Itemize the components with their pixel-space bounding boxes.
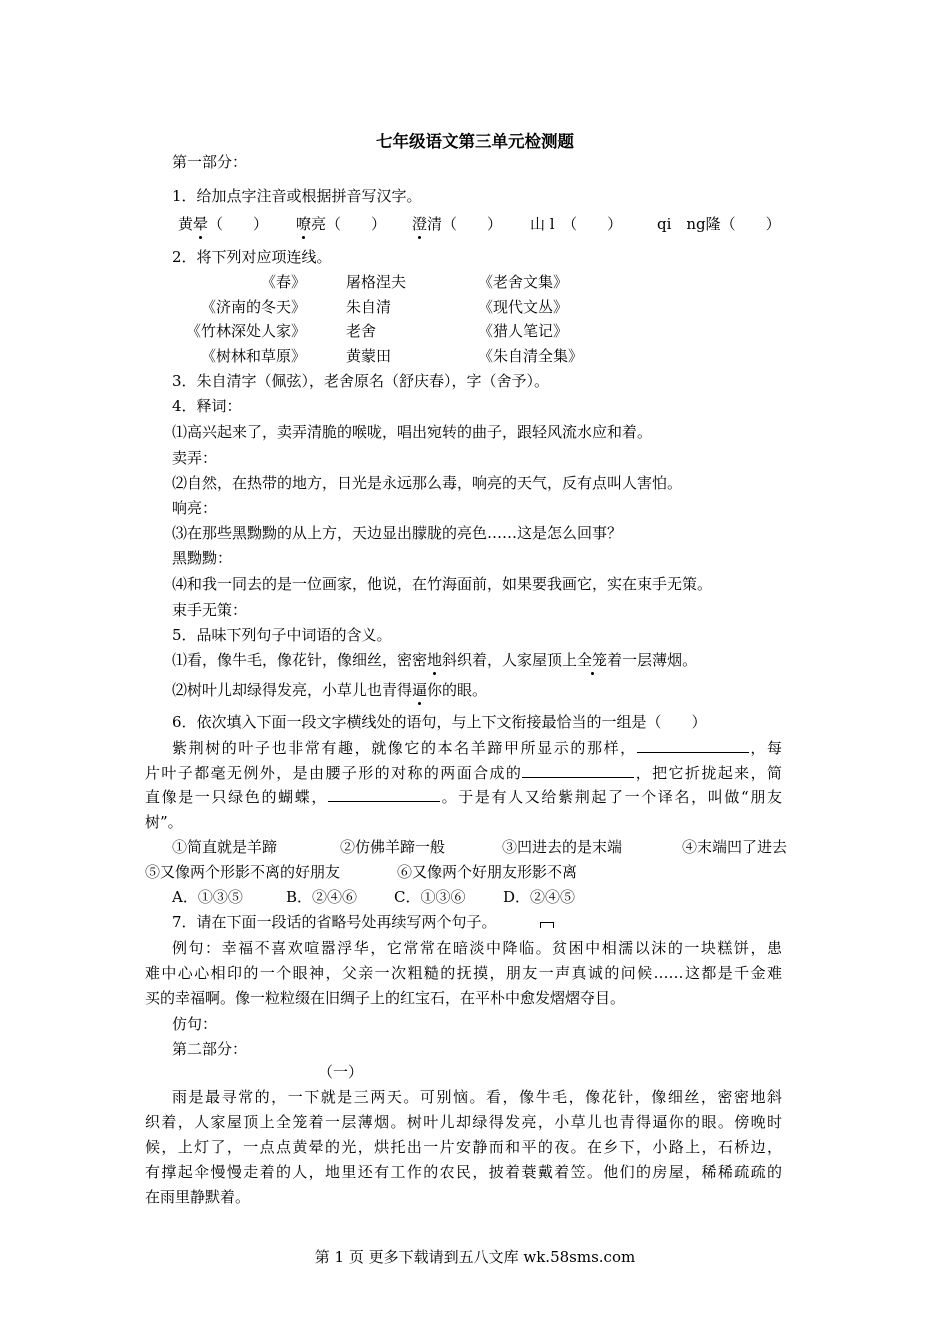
q6-option: ⑤又像两个形影不离的好朋友 — [145, 863, 341, 881]
q4-word-3: 黑黝黝： — [172, 549, 233, 567]
q6-choice: C．①③⑥ — [394, 888, 466, 906]
q4-word-4: 束手无策： — [172, 601, 248, 619]
q2-collection: 《现代文丛》 — [478, 298, 569, 316]
q2-work: 《济南的冬天》 — [200, 298, 306, 316]
q1-item: qi ng隆（ ） — [657, 215, 781, 233]
q2-author: 老舍 — [346, 322, 377, 340]
part-two-heading: 第二部分： — [172, 1040, 248, 1058]
q5-sentence-1: ⑴看，像牛毛，像花针，像细丝，密密地斜织着，人家屋顶上全笼着一层薄烟。 — [172, 651, 698, 669]
q2-work: 《竹林深处人家》 — [185, 322, 306, 340]
page-footer: 第 1 页 更多下载请到五八文库 wk.58sms.com — [314, 1248, 636, 1266]
answer-blank[interactable] — [522, 763, 634, 778]
q7-stem: 7．请在下面一段话的省略号处再续写两个句子。 — [172, 913, 497, 931]
q6-option: ③凹进去的是末端 — [502, 838, 623, 856]
q4-sentence-4: ⑷和我一同去的是一位画家，他说，在竹海面前，如果要我画它，实在束手无策。 — [172, 575, 713, 593]
q2-work: 《春》 — [260, 273, 306, 291]
passage-line: 织着，人家屋顶上全笼着一层薄烟。树叶儿却绿得发亮，小草儿也青得逼你的眼。傍晚时 — [145, 1113, 782, 1131]
q6-option: ④末端凹了进去 — [682, 838, 788, 856]
q3-text: 3．朱自清字（佩弦），老舍原名（舒庆春），字（舍予）。 — [172, 372, 550, 390]
q6-option: ①简直就是羊蹄 — [172, 838, 278, 856]
q6-choice: A．①③⑤ — [172, 888, 243, 906]
q6-choice: B．②④⑥ — [286, 888, 358, 906]
q1-item: 山 l （ ） — [530, 215, 623, 233]
q1-item: 黄晕（ ） — [178, 215, 269, 233]
q4-stem: 4．释词： — [172, 397, 242, 415]
q2-collection: 《老舍文集》 — [478, 273, 569, 291]
q5-stem: 5．品味下列句子中词语的含义。 — [172, 626, 392, 644]
passage-line: 在雨里静默着。 — [145, 1188, 251, 1206]
q2-author: 黄蒙田 — [346, 347, 392, 365]
q2-collection: 《朱自清全集》 — [478, 347, 584, 365]
q7-example-line: 难中心心相印的一个眼神，父亲一次粗糙的抚摸，朋友一声真诚的问候……这都是千金难 — [145, 964, 782, 982]
answer-blank[interactable] — [328, 787, 440, 802]
q2-author: 屠格涅夫 — [346, 273, 407, 291]
q7-example-line: 买的幸福啊。像一粒粒缀在旧绸子上的红宝石，在平朴中愈发熠熠夺目。 — [145, 989, 626, 1007]
q5-sentence-2: ⑵树叶儿却绿得发亮，小草儿也青得逼你的眼。 — [172, 681, 488, 699]
page-title: 七年级语文第三单元检测题 — [376, 132, 574, 151]
q6-paragraph-line: 片叶子都毫无例外，是由腰子形的对称的两面合成的 ，把它折拢起来，简 — [145, 764, 782, 782]
q6-paragraph-line: 直像是一只绿色的蝴蝶， 。于是有人又给紫荆起了一个译名，叫做“朋友 — [145, 788, 782, 806]
passage-line: 有撑起伞慢慢走着的人，地里还有工作的农民，披着蓑戴着笠。他们的房屋，稀稀疏疏的 — [145, 1163, 782, 1181]
q4-word-2: 响亮： — [172, 499, 218, 517]
q6-paragraph-line: 紫荆树的叶子也非常有趣，就像它的本名羊蹄甲所显示的那样， ，每 — [172, 739, 782, 757]
answer-blank[interactable] — [637, 738, 749, 753]
q6-option: ⑥又像两个好朋友形影不离 — [397, 863, 578, 881]
editing-mark — [540, 922, 554, 928]
q6-paragraph-line: 树”。 — [145, 813, 183, 831]
passage-line: 候，上灯了，一点点黄晕的光，烘托出一片安静而和平的夜。在乡下，小路上，石桥边， — [145, 1138, 782, 1156]
q6-choice: D．②④⑤ — [503, 888, 576, 906]
q1-stem: 1．给加点字注音或根据拼音写汉字。 — [172, 187, 422, 205]
q1-item: 澄清（ ） — [412, 215, 503, 233]
q1-item: 嘹亮（ ） — [296, 215, 387, 233]
q2-work: 《树林和草原》 — [200, 347, 306, 365]
passage-line: 雨是最寻常的，一下就是三两天。可别恼。看，像牛毛，像花针，像细丝，密密地斜 — [172, 1088, 782, 1106]
section-heading: （一） — [318, 1063, 364, 1081]
q6-option: ②仿佛羊蹄一般 — [340, 838, 446, 856]
q2-collection: 《猎人笔记》 — [478, 322, 569, 340]
part-one-heading: 第一部分： — [172, 153, 248, 171]
q7-example-line: 例句：幸福不喜欢喧嚣浮华，它常常在暗淡中降临。贫困中相濡以沫的一块糕饼，患 — [172, 939, 782, 957]
q4-sentence-3: ⑶在那些黑黝黝的从上方，天边显出朦胧的亮色……这是怎么回事？ — [172, 524, 623, 542]
q4-sentence-2: ⑵自然，在热带的地方，日光是永远那么毒，响亮的天气，反有点叫人害怕。 — [172, 474, 683, 492]
q7-imitation-label: 仿句： — [172, 1015, 218, 1033]
q6-stem: 6．依次填入下面一段文字横线处的语句，与上下文衔接最恰当的一组是（ ） — [172, 713, 707, 731]
q2-stem: 2．将下列对应项连线。 — [172, 248, 332, 266]
q2-author: 朱自清 — [346, 298, 392, 316]
q4-sentence-1: ⑴高兴起来了，卖弄清脆的喉咙，唱出宛转的曲子，跟轻风流水应和着。 — [172, 423, 653, 441]
q4-word-1: 卖弄： — [172, 449, 218, 467]
